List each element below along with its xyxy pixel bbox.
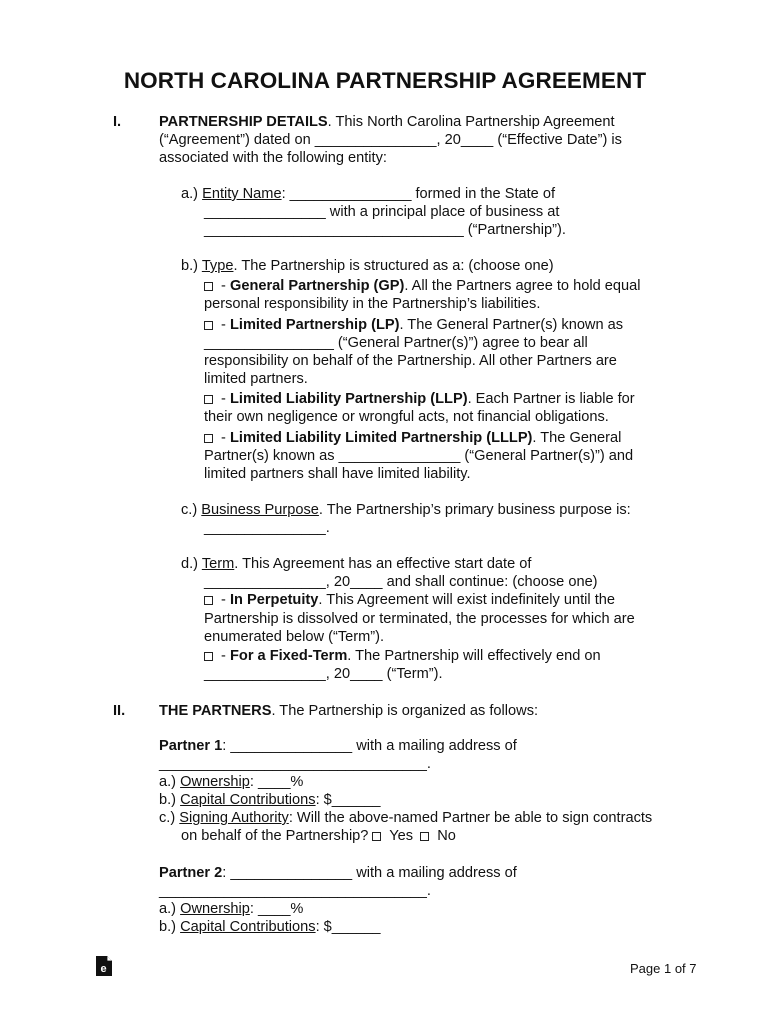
list-marker: a.) xyxy=(159,901,181,917)
lp-line-4: limited partners. xyxy=(204,371,308,387)
ownership-label: Ownership xyxy=(180,774,250,790)
gp-line-2: personal responsibility in the Partnership’s liabilities. xyxy=(204,296,541,312)
partner-2-label: Partner 2 xyxy=(159,865,223,881)
partner-2-text: : _______________ with a mailing address of xyxy=(222,865,517,881)
term-label: Term xyxy=(201,556,235,572)
eforms-logo-icon xyxy=(95,955,113,977)
business-purpose-line-2: _______________. xyxy=(204,520,330,536)
section-1-heading: PARTNERSHIP DETAILS xyxy=(159,114,328,130)
partner-1-line-1 xyxy=(159,737,517,755)
perpetuity-label: In Perpetuity xyxy=(229,592,319,608)
type-label: Type xyxy=(201,258,234,274)
lllp-line-2: Partner(s) known as _______________ (“General Partner(s)”) and xyxy=(204,448,634,464)
lp-line-3: responsibility on behalf of the Partnership. All other Partners are xyxy=(204,353,617,369)
partner-1-line-2: _________________________________. xyxy=(159,756,431,772)
business-purpose-line-1 xyxy=(181,501,631,519)
entity-name-label: Entity Name xyxy=(202,186,282,202)
entity-name-line-1 xyxy=(181,185,555,203)
lp-checkbox[interactable] xyxy=(204,321,213,330)
gp-option xyxy=(204,277,640,295)
fixed-term-label: For a Fixed-Term xyxy=(229,648,348,664)
perpetuity-option xyxy=(204,591,615,609)
section-1-line-2: (“Agreement”) dated on _______________, 20____ (“Effective Date”) is xyxy=(159,132,622,148)
business-purpose-text: . The Partnership’s primary business purpose is: xyxy=(318,502,631,518)
section-1-line-1 xyxy=(159,113,615,131)
ownership-value: : ____% xyxy=(249,901,304,917)
business-purpose-label: Business Purpose xyxy=(201,502,319,518)
lp-text: . The General Partner(s) known as xyxy=(399,317,624,333)
perpetuity-checkbox[interactable] xyxy=(204,596,213,605)
ownership-value: : ____% xyxy=(249,774,304,790)
lp-label: Limited Partnership (LP) xyxy=(229,317,400,333)
partner-2-ownership xyxy=(159,900,303,918)
llp-option xyxy=(204,390,635,408)
term-line-2: _______________, 20____ and shall continue: (choose one) xyxy=(204,574,598,590)
partner-1-capital xyxy=(159,791,381,809)
no-label: No xyxy=(433,828,456,844)
section-1-line-3: associated with the following entity: xyxy=(159,150,387,166)
capital-contributions-value: : $______ xyxy=(315,792,381,808)
list-marker: a.) xyxy=(159,774,181,790)
yes-label: Yes xyxy=(385,828,418,844)
section-1-numeral: I. xyxy=(113,114,122,130)
entity-name-line-2: _______________ with a principal place of business at xyxy=(204,204,560,220)
partner-2-line-2: _________________________________. xyxy=(159,883,431,899)
fixed-term-checkbox[interactable] xyxy=(204,652,213,661)
fixed-term-option xyxy=(204,647,601,665)
ownership-label: Ownership xyxy=(180,901,250,917)
lllp-option xyxy=(204,429,621,447)
page-number: Page 1 of 7 xyxy=(630,961,697,976)
dash: - xyxy=(217,648,230,664)
lp-option xyxy=(204,316,623,334)
capital-contributions-value: : $______ xyxy=(315,919,381,935)
section-2-numeral: II. xyxy=(113,703,126,719)
lllp-checkbox[interactable] xyxy=(204,434,213,443)
fixed-term-text: . The Partnership will effectively end on xyxy=(347,648,601,664)
lllp-line-3: limited partners shall have limited liability. xyxy=(204,466,471,482)
llp-text: . Each Partner is liable for xyxy=(467,391,635,407)
section-1-text: . This North Carolina Partnership Agreement xyxy=(327,114,615,130)
list-marker: b.) xyxy=(181,258,202,274)
gp-text: . All the Partners agree to hold equal xyxy=(404,278,641,294)
section-2-line-1 xyxy=(159,702,538,720)
dash: - xyxy=(217,391,230,407)
list-marker: d.) xyxy=(181,556,202,572)
capital-contributions-label: Capital Contributions xyxy=(180,919,316,935)
llp-checkbox[interactable] xyxy=(204,395,213,404)
list-marker: b.) xyxy=(159,792,181,808)
partner-1-signing-line-2 xyxy=(181,827,456,845)
signing-yes-checkbox[interactable] xyxy=(372,832,381,841)
dash: - xyxy=(217,430,230,446)
term-text: . This Agreement has an effective start date of xyxy=(234,556,532,572)
lllp-label: Limited Liability Limited Partnership (LLLP) xyxy=(229,430,533,446)
list-marker: b.) xyxy=(159,919,181,935)
term-line-1 xyxy=(181,555,531,573)
page-title: NORTH CAROLINA PARTNERSHIP AGREEMENT xyxy=(123,68,647,93)
lllp-text: . The General xyxy=(532,430,622,446)
entity-name-line-3: ________________________________ (“Partnership”). xyxy=(204,222,566,238)
signing-authority-label: Signing Authority xyxy=(179,810,289,826)
signing-authority-question: on behalf of the Partnership? xyxy=(181,828,373,844)
entity-name-text: : _______________ formed in the State of xyxy=(281,186,556,202)
list-marker: c.) xyxy=(181,502,202,518)
partner-2-line-1 xyxy=(159,864,517,882)
list-marker: a.) xyxy=(181,186,203,202)
section-2-heading: THE PARTNERS xyxy=(159,703,272,719)
svg-text:e: e xyxy=(100,963,107,975)
partner-1-label: Partner 1 xyxy=(159,738,223,754)
llp-line-2: their own negligence or wrongful acts, not financial obligations. xyxy=(204,409,609,425)
partner-1-ownership xyxy=(159,773,303,791)
dash: - xyxy=(217,317,230,333)
capital-contributions-label: Capital Contributions xyxy=(180,792,316,808)
gp-label: General Partnership (GP) xyxy=(229,278,405,294)
signing-authority-text: : Will the above-named Partner be able to sign contracts xyxy=(288,810,653,826)
list-marker: c.) xyxy=(159,810,180,826)
dash: - xyxy=(217,278,230,294)
signing-no-checkbox[interactable] xyxy=(420,832,429,841)
dash: - xyxy=(217,592,230,608)
partner-1-signing xyxy=(159,809,652,827)
perpetuity-line-3: enumerated below (“Term”). xyxy=(204,629,385,645)
lp-line-2: ________________ (“General Partner(s)”) agree to bear all xyxy=(204,335,588,351)
perpetuity-line-2: Partnership is dissolved or terminated, the processes for which are xyxy=(204,611,635,627)
section-2-text: . The Partnership is organized as follows: xyxy=(271,703,539,719)
partner-2-capital xyxy=(159,918,381,936)
llp-label: Limited Liability Partnership (LLP) xyxy=(229,391,468,407)
type-text: . The Partnership is structured as a: (choose one) xyxy=(233,258,554,274)
gp-checkbox[interactable] xyxy=(204,282,213,291)
fixed-term-line-2: _______________, 20____ (“Term”). xyxy=(204,666,443,682)
type-line-1 xyxy=(181,257,554,275)
perpetuity-text: . This Agreement will exist indefinitely until the xyxy=(318,592,615,608)
partner-1-text: : _______________ with a mailing address of xyxy=(222,738,517,754)
